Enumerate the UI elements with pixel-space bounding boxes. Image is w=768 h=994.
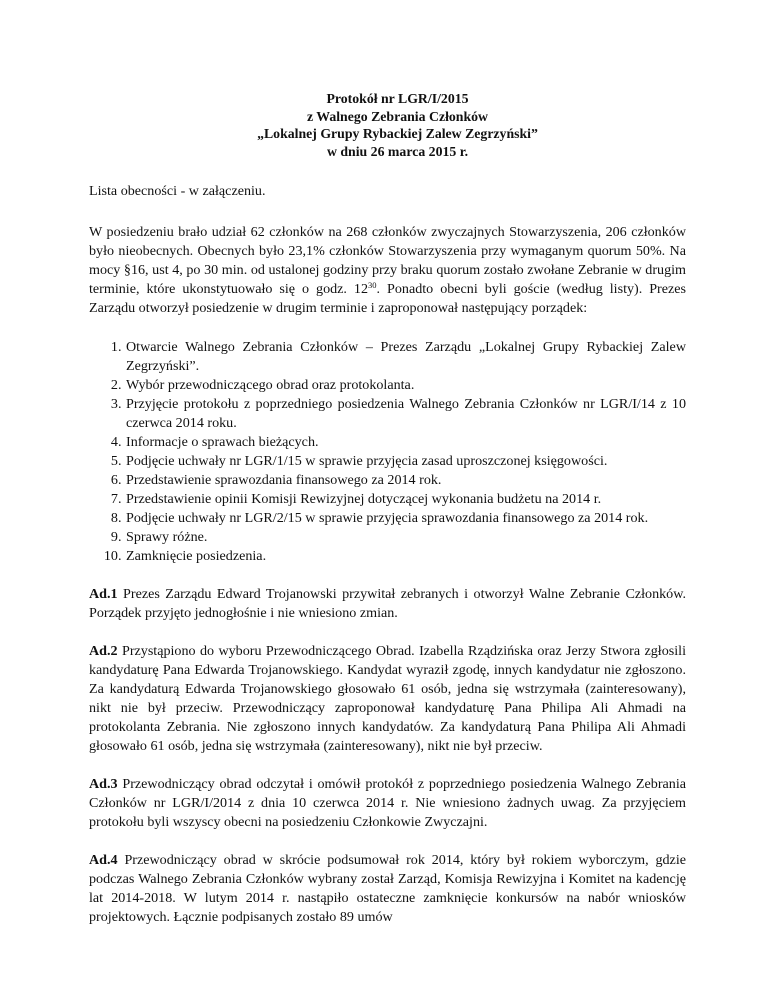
ad-2-label: Ad.2 [89, 643, 118, 659]
agenda-item: 5. Podjęcie uchwały nr LGR/1/15 w sprawie przyjęcia zasad uproszczonej księgowości. [125, 452, 686, 471]
agenda-item: 9. Sprawy różne. [125, 528, 686, 547]
ad-3-text: Przewodniczący obrad odczytał i omówił protokół z poprzedniego posiedzenia Walnego Zebrania Członków nr LGR/I/2014 z dnia 10 czerwca 2014 r. Nie wniesiono żadnych uwag. Za przyjęciem protokołu byli wszyscy obecni na posiedzeniu Członkowie Zwyczajni. [89, 776, 686, 830]
ad-4-text: Przewodniczący obrad w skrócie podsumował rok 2014, który był rokiem wyborczym, gdzie podczas Walnego Zebrania Członków wybrany został Zarząd, Komisja Rewizyjna i Komitet na kadencję lat 2014-2018. W lutym 2014 r. nastąpiło ostateczne zamknięcie konkursów na nabór wniosków projektowych. Łącznie podpisanych zostało 89 umów [89, 852, 686, 925]
intro-text-before-time: W posiedzeniu brało udział 62 członków na 268 członków zwyczajnych Stowarzyszenia, 206 członków było nieobecnych. Obecnych było 23,1% członków Stowarzyszenia przy wymaganym quorum 50%. Na mocy §16, ust 4, po 30 min. od ustalonej godziny przy braku quorum zostało zwołane Zebranie w drugim terminie, które ukonstytuowało się o godz. 12 [89, 224, 686, 297]
agenda-item: 4. Informacje o sprawach bieżących. [125, 433, 686, 452]
ad-4-paragraph [89, 851, 686, 927]
ad-1-text: Prezes Zarządu Edward Trojanowski przywitał zebranych i otworzył Walne Zebranie Członków. Porządek przyjęto jednogłośnie i nie wniesiono zmian. [89, 586, 686, 621]
attendance-note: Lista obecności - w załączeniu. [89, 183, 266, 199]
agenda-item: 1. Otwarcie Walnego Zebrania Członków – Prezes Zarządu „Lokalnej Grupy Rybackiej Zalew Zegrzyński”. [125, 338, 686, 376]
ad-1-label: Ad.1 [89, 586, 118, 602]
agenda-item: 6. Przedstawienie sprawozdania finansowego za 2014 rok. [125, 471, 686, 490]
agenda-list [89, 338, 686, 566]
ad-2-paragraph [89, 642, 686, 756]
ad-3-paragraph [89, 775, 686, 832]
ad-1-paragraph [89, 585, 686, 623]
title-line-4: w dniu 26 marca 2015 r. [326, 143, 469, 159]
ad-3-label: Ad.3 [89, 776, 118, 792]
document-title [89, 90, 686, 160]
title-line-3: „Lokalnej Grupy Rybackiej Zalew Zegrzyński” [257, 126, 538, 141]
title-line-1: Protokół nr LGR/I/2015 [326, 91, 469, 106]
agenda-item: 8. Podjęcie uchwały nr LGR/2/15 w sprawie przyjęcia sprawozdania finansowego za 2014 rok. [125, 509, 686, 528]
intro-time-superscript: 30 [368, 280, 377, 290]
agenda-item: 10. Zamknięcie posiedzenia. [125, 547, 686, 566]
ad-4-label: Ad.4 [89, 852, 118, 868]
intro-text-after-time: . Ponadto obecni byli goście (według listy). Prezes Zarządu otworzył posiedzenie w drugim terminie i zaproponował następujący porządek: [89, 281, 687, 316]
agenda-item: 3. Przyjęcie protokołu z poprzedniego posiedzenia Walnego Zebrania Członków nr LGR/I/14 z 10 czerwca 2014 roku. [125, 395, 686, 433]
title-line-2: z Walnego Zebrania Członków [306, 108, 489, 124]
agenda-item: 7. Przedstawienie opinii Komisji Rewizyjnej dotyczącej wykonania budżetu na 2014 r. [125, 490, 686, 509]
ad-2-text: Przystąpiono do wyboru Przewodniczącego Obrad. Izabella Rządzińska oraz Jerzy Stwora zgłosili kandydaturę Pana Edwarda Trojanowskiego. Kandydat wyraził zgodę, innych kandydatur nie zgłoszono. Za kandydaturą Edwarda Trojanowskiego głosowało 61 osób, jedna się wstrzymała (zainteresowany), nikt nie był przeciw. Przewodniczący zaproponował kandydaturę Pana Philipa Ali Ahmadi na protokolanta Zebrania. Nie zgłoszono innych kandydatów. Za kandydaturą Pana Philipa Ali Ahmadi głosowało 61 osób, jedna się wstrzymała (zainteresowany), nikt nie był przeciw. [89, 643, 686, 754]
intro-paragraph [89, 223, 686, 318]
document-page [89, 90, 686, 927]
agenda-item: 2. Wybór przewodniczącego obrad oraz protokolanta. [125, 376, 686, 395]
